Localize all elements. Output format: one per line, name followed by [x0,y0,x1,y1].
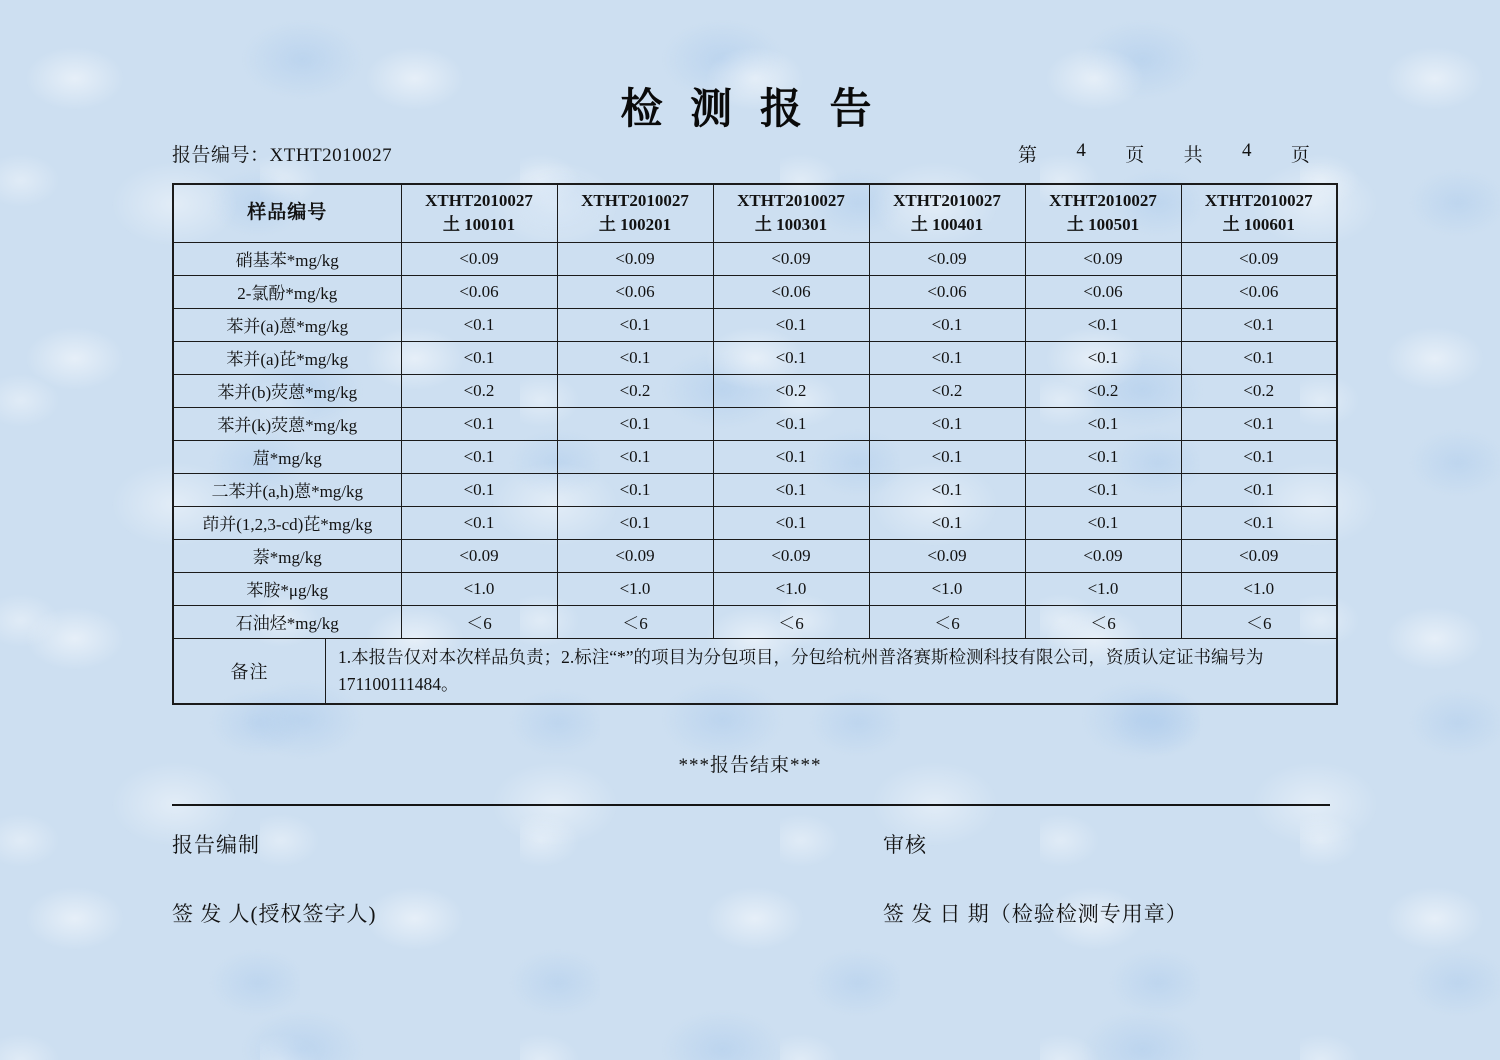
column-header-sample-2 [557,184,713,242]
table-row [173,341,1337,374]
column-header-sample-4 [869,184,1025,242]
result-cell: <0.09 [557,242,713,275]
result-cell: <0.09 [1025,242,1181,275]
footer-divider [172,804,1330,806]
remarks-row [173,638,1337,704]
result-cell: <0.1 [869,473,1025,506]
report-number-label: 报告编号： [172,145,270,166]
report-end-note: ***报告结束*** [678,755,822,776]
result-cell: ＜6 [557,605,713,638]
result-cell: <0.1 [713,341,869,374]
result-cell: <0.06 [1181,275,1337,308]
result-cell: ＜6 [401,605,557,638]
sample-id-line1: XTHT2010027 [893,191,1001,211]
result-cell: <0.09 [557,539,713,572]
result-cell: <0.09 [869,242,1025,275]
result-cell: <0.09 [401,539,557,572]
result-cell: ＜6 [1181,605,1337,638]
result-cell: <1.0 [869,572,1025,605]
report-number-value: XTHT2010027 [269,145,393,166]
parameter-label: 苯并(b)荧蒽*mg/kg [173,374,401,407]
result-cell: <0.1 [713,440,869,473]
sample-id-line2: 土 100501 [1066,215,1140,235]
result-cell: <0.1 [1181,440,1337,473]
sample-id-line1: XTHT2010027 [1204,191,1313,211]
result-cell: <0.1 [1025,341,1181,374]
result-cell: <0.1 [869,407,1025,440]
result-cell: <0.1 [557,473,713,506]
result-cell: <0.1 [557,407,713,440]
table-row [173,407,1337,440]
result-cell: <0.1 [401,407,557,440]
column-header-sample-1 [401,184,557,242]
page-indicator-part: 页 [1125,145,1145,166]
result-cell: <1.0 [1025,572,1181,605]
sample-id-line2: 土 100101 [442,215,516,235]
column-header-sample-3 [713,184,869,242]
result-cell: <0.1 [401,473,557,506]
parameter-label: 苯并(a)芘*mg/kg [173,341,401,374]
result-cell: <0.1 [1181,341,1337,374]
result-cell: <1.0 [401,572,557,605]
result-cell: <0.09 [1181,539,1337,572]
result-cell: <0.2 [557,374,713,407]
page-title: 检 测 报 告 [620,85,880,132]
column-header-sample-5 [1025,184,1181,242]
issuer-label: 签 发 人(授权签字人) [172,902,377,926]
result-cell: <0.1 [1025,506,1181,539]
table-row [173,473,1337,506]
result-cell: <0.09 [401,242,557,275]
result-cell: <0.1 [713,407,869,440]
result-cell: <0.1 [401,341,557,374]
result-cell: <0.1 [869,308,1025,341]
page-indicator-part: 第 [1018,145,1038,166]
sample-id-line2: 土 100301 [754,215,828,235]
result-cell: <0.2 [1025,374,1181,407]
result-cell: ＜6 [1025,605,1181,638]
sample-id-line1: XTHT2010027 [737,191,845,211]
parameter-label: 苯并(k)荧蒽*mg/kg [173,407,401,440]
table-row [173,572,1337,605]
column-header-sample-id: 样品编号 [173,184,401,242]
parameter-label: 茚并(1,2,3-cd)芘*mg/kg [173,506,401,539]
sample-id-line1: XTHT2010027 [581,191,689,211]
result-cell: <0.09 [1181,242,1337,275]
page-indicator-part: 页 [1290,145,1310,166]
prepared-by-label: 报告编制 [172,833,260,857]
remarks-text: 1.本报告仅对本次样品负责；2.标注“*”的项目为分包项目，分包给杭州普洛赛斯检测科技有限公司，资质认定证书编号为171100111484。 [338,646,1264,694]
result-cell: <0.09 [713,242,869,275]
parameter-label: 硝基苯*mg/kg [173,242,401,275]
result-cell: <0.06 [713,275,869,308]
result-cell: <0.06 [557,275,713,308]
table-row [173,275,1337,308]
parameter-label: 䓛*mg/kg [173,440,401,473]
result-cell: ＜6 [713,605,869,638]
result-cell: <0.1 [713,473,869,506]
result-cell: <0.1 [557,440,713,473]
parameter-label: 二苯并(a,h)蒽*mg/kg [173,473,401,506]
result-cell: <0.1 [713,506,869,539]
reviewed-by-label: 审核 [883,833,927,857]
page-indicator-total: 4 [1242,140,1252,161]
result-cell: <0.1 [1181,506,1337,539]
result-cell: <1.0 [713,572,869,605]
table-header-row [173,184,1337,242]
report-number [172,140,392,167]
table-row [173,605,1337,638]
result-cell: <0.2 [1181,374,1337,407]
result-cell: <0.1 [1025,407,1181,440]
result-cell: <0.1 [557,308,713,341]
result-cell: <0.09 [869,539,1025,572]
result-cell: <0.2 [713,374,869,407]
remarks-label: 备注 [174,639,326,703]
result-cell: <0.1 [1181,407,1337,440]
result-cell: <0.1 [869,440,1025,473]
result-cell: <0.09 [1025,539,1181,572]
table-body [173,242,1337,638]
result-cell: <0.1 [869,506,1025,539]
result-cell: <1.0 [557,572,713,605]
table-row [173,506,1337,539]
result-cell: <1.0 [1181,572,1337,605]
sample-id-line1: XTHT2010027 [1049,191,1157,211]
result-cell: <0.09 [713,539,869,572]
result-cell: ＜6 [869,605,1025,638]
sample-id-line1: XTHT2010027 [425,191,533,211]
result-cell: <0.2 [401,374,557,407]
result-cell: <0.06 [401,275,557,308]
result-cell: <0.1 [401,308,557,341]
result-cell: <0.1 [401,506,557,539]
page-indicator-current: 4 [1076,140,1086,161]
table-row [173,440,1337,473]
result-cell: <0.1 [1181,308,1337,341]
result-cell: <0.1 [713,308,869,341]
table-row [173,539,1337,572]
sample-id-line2: 土 100601 [1222,215,1295,235]
result-cell: <0.1 [557,341,713,374]
parameter-label: 苯并(a)蒽*mg/kg [173,308,401,341]
column-header-sample-6 [1181,184,1337,242]
table-row [173,374,1337,407]
result-cell: <0.1 [869,341,1025,374]
sample-id-line2: 土 100401 [910,215,984,235]
parameter-label: 2-氯酚*mg/kg [173,275,401,308]
parameter-label: 石油烃*mg/kg [173,605,401,638]
page-indicator [1018,140,1310,167]
result-cell: <0.1 [557,506,713,539]
sample-id-line2: 土 100201 [598,215,672,235]
result-cell: <0.06 [869,275,1025,308]
result-cell: <0.1 [1025,308,1181,341]
result-cell: <0.1 [1025,440,1181,473]
result-cell: <0.2 [869,374,1025,407]
page-indicator-part: 共 [1183,145,1203,166]
parameter-label: 苯胺*μg/kg [173,572,401,605]
result-cell: <0.1 [1025,473,1181,506]
table-row [173,242,1337,275]
result-cell: <0.1 [401,440,557,473]
result-cell: <0.06 [1025,275,1181,308]
parameter-label: 萘*mg/kg [173,539,401,572]
table-row [173,308,1337,341]
result-cell: <0.1 [1181,473,1337,506]
issue-date-label: 签 发 日 期（检验检测专用章） [883,902,1188,926]
results-table [172,183,1338,705]
